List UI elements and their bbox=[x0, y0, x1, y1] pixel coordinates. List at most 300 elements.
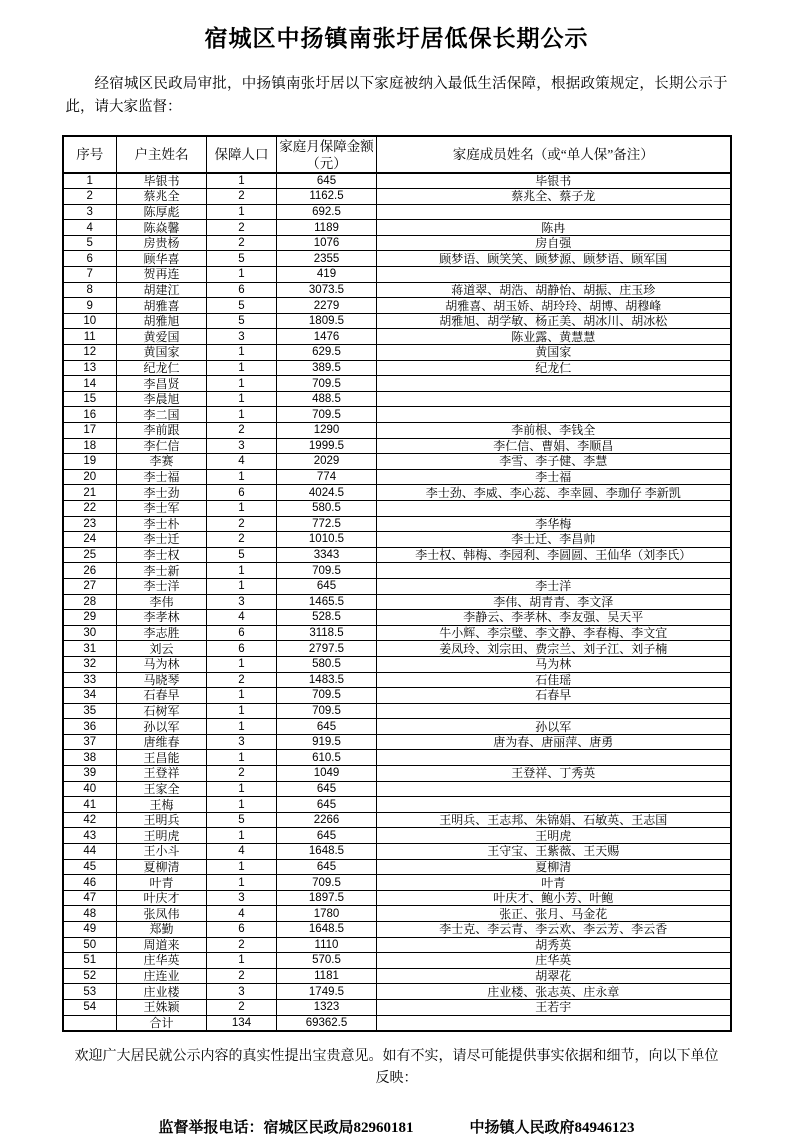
cell-members bbox=[377, 797, 731, 813]
cell-householder: 李士福 bbox=[117, 469, 207, 485]
cell-seq: 42 bbox=[63, 812, 117, 828]
cell-amount: 1999.5 bbox=[277, 438, 377, 454]
cell-amount: 1049 bbox=[277, 766, 377, 782]
cell-members: 李华梅 bbox=[377, 516, 731, 532]
cell-population: 5 bbox=[207, 313, 277, 329]
table-row bbox=[63, 313, 731, 329]
cell-householder: 李士迁 bbox=[117, 532, 207, 548]
cell-population: 1 bbox=[207, 407, 277, 423]
cell-seq: 14 bbox=[63, 376, 117, 392]
table-row bbox=[63, 968, 731, 984]
table-row bbox=[63, 298, 731, 314]
cell-seq: 32 bbox=[63, 656, 117, 672]
cell-population: 6 bbox=[207, 485, 277, 501]
table-row bbox=[63, 469, 731, 485]
cell-householder: 夏柳清 bbox=[117, 859, 207, 875]
cell-householder: 王姝颖 bbox=[117, 999, 207, 1015]
cell-seq: 48 bbox=[63, 906, 117, 922]
cell-amount: 645 bbox=[277, 781, 377, 797]
cell-amount: 709.5 bbox=[277, 407, 377, 423]
cell-members: 蔡兆全、蔡子龙 bbox=[377, 189, 731, 205]
benefit-table bbox=[62, 135, 732, 1032]
col-header-seq: 序号 bbox=[63, 136, 117, 173]
cell-population: 1 bbox=[207, 953, 277, 969]
cell-members: 石春早 bbox=[377, 688, 731, 704]
cell-householder: 黄国家 bbox=[117, 345, 207, 361]
cell-seq: 1 bbox=[63, 173, 117, 189]
cell-population: 1 bbox=[207, 360, 277, 376]
cell-members: 胡秀英 bbox=[377, 937, 731, 953]
cell-members bbox=[377, 267, 731, 283]
cell-seq: 41 bbox=[63, 797, 117, 813]
cell-householder: 毕银书 bbox=[117, 173, 207, 189]
cell-seq: 30 bbox=[63, 625, 117, 641]
table-row bbox=[63, 750, 731, 766]
cell-seq: 39 bbox=[63, 766, 117, 782]
cell-members: 李伟、胡青青、李文泽 bbox=[377, 594, 731, 610]
cell-members: 石佳瑶 bbox=[377, 672, 731, 688]
cell-householder: 庄业楼 bbox=[117, 984, 207, 1000]
cell-seq: 29 bbox=[63, 610, 117, 626]
announcement-page bbox=[0, 20, 793, 1142]
table-row bbox=[63, 937, 731, 953]
cell-amount: 1476 bbox=[277, 329, 377, 345]
cell-members bbox=[377, 563, 731, 579]
cell-seq: 45 bbox=[63, 859, 117, 875]
cell-amount: 580.5 bbox=[277, 500, 377, 516]
cell-population: 4 bbox=[207, 906, 277, 922]
cell-seq: 21 bbox=[63, 485, 117, 501]
cell-householder: 蔡兆全 bbox=[117, 189, 207, 205]
cell-householder: 王小斗 bbox=[117, 844, 207, 860]
cell-amount: 1162.5 bbox=[277, 189, 377, 205]
cell-members: 张正、张月、马金花 bbox=[377, 906, 731, 922]
cell-amount: 645 bbox=[277, 719, 377, 735]
cell-seq: 13 bbox=[63, 360, 117, 376]
cell-members: 李士迁、李昌帅 bbox=[377, 532, 731, 548]
cell-population: 1 bbox=[207, 719, 277, 735]
cell-population: 2 bbox=[207, 672, 277, 688]
cell-seq: 47 bbox=[63, 890, 117, 906]
cell-seq: 37 bbox=[63, 734, 117, 750]
table-row bbox=[63, 812, 731, 828]
cell-amount: 1290 bbox=[277, 423, 377, 439]
cell-amount: 1010.5 bbox=[277, 532, 377, 548]
cell-members: 王明虎 bbox=[377, 828, 731, 844]
cell-population: 1 bbox=[207, 469, 277, 485]
cell-amount: 709.5 bbox=[277, 703, 377, 719]
cell-members: 李雪、李子健、李慧 bbox=[377, 454, 731, 470]
table-row bbox=[63, 594, 731, 610]
table-row bbox=[63, 282, 731, 298]
cell-members: 蒋道翠、胡浩、胡静怡、胡振、庄玉珍 bbox=[377, 282, 731, 298]
cell-householder: 唐维春 bbox=[117, 734, 207, 750]
cell-amount: 1648.5 bbox=[277, 922, 377, 938]
cell-population: 1 bbox=[207, 173, 277, 189]
cell-members: 李士权、韩梅、李园利、李圆圆、王仙华（刘李氏） bbox=[377, 547, 731, 563]
cell-members: 房自强 bbox=[377, 235, 731, 251]
cell-population: 3 bbox=[207, 594, 277, 610]
cell-seq: 51 bbox=[63, 953, 117, 969]
cell-population: 2 bbox=[207, 423, 277, 439]
cell-members: 姜凤玲、刘宗田、费宗兰、刘子江、刘子楠 bbox=[377, 641, 731, 657]
cell-amount: 645 bbox=[277, 859, 377, 875]
table-row bbox=[63, 890, 731, 906]
table-row bbox=[63, 438, 731, 454]
cell-population: 3 bbox=[207, 734, 277, 750]
cell-members bbox=[377, 376, 731, 392]
cell-householder: 李士朴 bbox=[117, 516, 207, 532]
cell-seq: 52 bbox=[63, 968, 117, 984]
cell-householder: 纪龙仁 bbox=[117, 360, 207, 376]
table-row bbox=[63, 235, 731, 251]
cell-seq: 24 bbox=[63, 532, 117, 548]
col-header-amount: 家庭月保障金额（元） bbox=[277, 136, 377, 173]
page-title: 宿城区中扬镇南张圩居低保长期公示 bbox=[204, 25, 589, 51]
cell-seq: 20 bbox=[63, 469, 117, 485]
cell-amount: 419 bbox=[277, 267, 377, 283]
cell-amount: 1189 bbox=[277, 220, 377, 236]
cell-members: 王守宝、王紫薇、王天赐 bbox=[377, 844, 731, 860]
cell-members: 李前根、李钱全 bbox=[377, 423, 731, 439]
cell-amount: 2355 bbox=[277, 251, 377, 267]
cell-seq: 7 bbox=[63, 267, 117, 283]
cell-population: 1 bbox=[207, 688, 277, 704]
cell-amount: 629.5 bbox=[277, 345, 377, 361]
cell-population: 2 bbox=[207, 516, 277, 532]
cell-population: 1 bbox=[207, 391, 277, 407]
cell-amount: 645 bbox=[277, 797, 377, 813]
cell-population: 6 bbox=[207, 282, 277, 298]
cell-householder: 李志胜 bbox=[117, 625, 207, 641]
cell-population: 1 bbox=[207, 345, 277, 361]
table-row bbox=[63, 922, 731, 938]
cell-householder: 庄华英 bbox=[117, 953, 207, 969]
cell-householder: 李士军 bbox=[117, 500, 207, 516]
cell-seq: 22 bbox=[63, 500, 117, 516]
table-row bbox=[63, 999, 731, 1015]
cell-amount: 919.5 bbox=[277, 734, 377, 750]
cell-seq: 49 bbox=[63, 922, 117, 938]
cell-seq: 43 bbox=[63, 828, 117, 844]
cell-seq: 17 bbox=[63, 423, 117, 439]
cell-amount: 570.5 bbox=[277, 953, 377, 969]
cell-seq: 54 bbox=[63, 999, 117, 1015]
hotline-line bbox=[0, 1116, 793, 1137]
footer-note: 欢迎广大居民就公示内容的真实性提出宝贵意见。如有不实，请尽可能提供事实依据和细节，向以下单位反映： bbox=[74, 1048, 719, 1086]
cell-amount: 1897.5 bbox=[277, 890, 377, 906]
cell-members bbox=[377, 1015, 731, 1031]
table-row bbox=[63, 329, 731, 345]
cell-seq bbox=[63, 1015, 117, 1031]
cell-amount: 645 bbox=[277, 173, 377, 189]
cell-seq: 26 bbox=[63, 563, 117, 579]
table-row bbox=[63, 672, 731, 688]
cell-amount: 709.5 bbox=[277, 688, 377, 704]
table-row bbox=[63, 703, 731, 719]
cell-population: 2 bbox=[207, 766, 277, 782]
cell-members: 黄国家 bbox=[377, 345, 731, 361]
cell-householder: 李赛 bbox=[117, 454, 207, 470]
cell-population: 1 bbox=[207, 656, 277, 672]
cell-amount: 69362.5 bbox=[277, 1015, 377, 1031]
cell-members: 孙以军 bbox=[377, 719, 731, 735]
cell-members: 王若宇 bbox=[377, 999, 731, 1015]
cell-population: 2 bbox=[207, 532, 277, 548]
cell-householder: 孙以军 bbox=[117, 719, 207, 735]
cell-members: 李士劲、李威、李心蕊、李幸圆、李珈仔 李新凯 bbox=[377, 485, 731, 501]
cell-population: 134 bbox=[207, 1015, 277, 1031]
col-header-population: 保障人口 bbox=[207, 136, 277, 173]
cell-seq: 33 bbox=[63, 672, 117, 688]
cell-householder: 刘云 bbox=[117, 641, 207, 657]
cell-population: 4 bbox=[207, 610, 277, 626]
cell-members bbox=[377, 703, 731, 719]
cell-population: 1 bbox=[207, 500, 277, 516]
cell-population: 5 bbox=[207, 251, 277, 267]
cell-population: 4 bbox=[207, 454, 277, 470]
table-row bbox=[63, 859, 731, 875]
cell-householder: 叶青 bbox=[117, 875, 207, 891]
hotline-unit-2: 中扬镇人民政府84946123 bbox=[469, 1119, 635, 1136]
cell-population: 3 bbox=[207, 329, 277, 345]
cell-amount: 1780 bbox=[277, 906, 377, 922]
cell-population: 1 bbox=[207, 828, 277, 844]
cell-members: 李士福 bbox=[377, 469, 731, 485]
cell-members: 王明兵、王志邦、朱锦娟、石敏英、王志国 bbox=[377, 812, 731, 828]
cell-seq: 40 bbox=[63, 781, 117, 797]
cell-householder: 李前跟 bbox=[117, 423, 207, 439]
cell-householder: 胡建江 bbox=[117, 282, 207, 298]
cell-householder: 庄连业 bbox=[117, 968, 207, 984]
cell-members: 马为林 bbox=[377, 656, 731, 672]
cell-amount: 1648.5 bbox=[277, 844, 377, 860]
cell-members bbox=[377, 781, 731, 797]
cell-householder: 叶庆才 bbox=[117, 890, 207, 906]
table-row bbox=[63, 173, 731, 189]
cell-amount: 692.5 bbox=[277, 204, 377, 220]
cell-amount: 774 bbox=[277, 469, 377, 485]
cell-population: 1 bbox=[207, 376, 277, 392]
cell-householder: 马晓琴 bbox=[117, 672, 207, 688]
table-row bbox=[63, 688, 731, 704]
cell-population: 5 bbox=[207, 298, 277, 314]
cell-amount: 645 bbox=[277, 828, 377, 844]
cell-amount: 2279 bbox=[277, 298, 377, 314]
table-row bbox=[63, 656, 731, 672]
cell-members: 庄华英 bbox=[377, 953, 731, 969]
table-row bbox=[63, 500, 731, 516]
cell-members: 胡雅旭、胡学敏、杨正美、胡冰川、胡冰松 bbox=[377, 313, 731, 329]
cell-population: 2 bbox=[207, 968, 277, 984]
cell-seq: 16 bbox=[63, 407, 117, 423]
cell-seq: 46 bbox=[63, 875, 117, 891]
cell-householder: 王明虎 bbox=[117, 828, 207, 844]
cell-seq: 34 bbox=[63, 688, 117, 704]
table-body bbox=[63, 173, 731, 1031]
cell-population: 5 bbox=[207, 812, 277, 828]
table-row bbox=[63, 267, 731, 283]
cell-seq: 35 bbox=[63, 703, 117, 719]
table-row bbox=[63, 984, 731, 1000]
cell-members: 唐为春、唐丽萍、唐勇 bbox=[377, 734, 731, 750]
cell-amount: 3343 bbox=[277, 547, 377, 563]
table-row bbox=[63, 844, 731, 860]
cell-members: 陈业露、黄慧慧 bbox=[377, 329, 731, 345]
table-row bbox=[63, 734, 731, 750]
cell-seq: 8 bbox=[63, 282, 117, 298]
cell-householder: 李士新 bbox=[117, 563, 207, 579]
cell-members: 胡翠花 bbox=[377, 968, 731, 984]
cell-amount: 389.5 bbox=[277, 360, 377, 376]
table-row bbox=[63, 766, 731, 782]
cell-householder: 陈厚彪 bbox=[117, 204, 207, 220]
cell-seq: 50 bbox=[63, 937, 117, 953]
table-row bbox=[63, 578, 731, 594]
cell-householder: 李士洋 bbox=[117, 578, 207, 594]
cell-seq: 3 bbox=[63, 204, 117, 220]
table-row bbox=[63, 407, 731, 423]
cell-members: 胡雅喜、胡玉娇、胡玲玲、胡博、胡穆峰 bbox=[377, 298, 731, 314]
cell-seq: 38 bbox=[63, 750, 117, 766]
cell-seq: 10 bbox=[63, 313, 117, 329]
total-row bbox=[63, 1015, 731, 1031]
cell-members bbox=[377, 391, 731, 407]
table-row bbox=[63, 781, 731, 797]
table-row bbox=[63, 610, 731, 626]
cell-seq: 53 bbox=[63, 984, 117, 1000]
cell-members: 李士克、李云青、李云欢、李云芳、李云香 bbox=[377, 922, 731, 938]
cell-members: 李士洋 bbox=[377, 578, 731, 594]
cell-householder: 李孝林 bbox=[117, 610, 207, 626]
cell-seq: 12 bbox=[63, 345, 117, 361]
table-row bbox=[63, 376, 731, 392]
cell-population: 1 bbox=[207, 267, 277, 283]
table-row bbox=[63, 454, 731, 470]
cell-population: 6 bbox=[207, 922, 277, 938]
cell-householder: 李晨旭 bbox=[117, 391, 207, 407]
cell-members: 陈冉 bbox=[377, 220, 731, 236]
cell-seq: 28 bbox=[63, 594, 117, 610]
cell-population: 1 bbox=[207, 703, 277, 719]
cell-population: 3 bbox=[207, 438, 277, 454]
col-header-householder: 户主姓名 bbox=[117, 136, 207, 173]
cell-members: 顾梦语、顾笑笑、顾梦源、顾梦语、顾军国 bbox=[377, 251, 731, 267]
cell-population: 4 bbox=[207, 844, 277, 860]
cell-amount: 645 bbox=[277, 578, 377, 594]
cell-householder: 王登祥 bbox=[117, 766, 207, 782]
cell-members bbox=[377, 750, 731, 766]
table-row bbox=[63, 563, 731, 579]
cell-population: 3 bbox=[207, 984, 277, 1000]
cell-members: 叶庆才、鲍小芳、叶鲍 bbox=[377, 890, 731, 906]
cell-amount: 1465.5 bbox=[277, 594, 377, 610]
table-row bbox=[63, 204, 731, 220]
cell-members: 王登祥、丁秀英 bbox=[377, 766, 731, 782]
table-row bbox=[63, 625, 731, 641]
cell-population: 1 bbox=[207, 204, 277, 220]
cell-population: 3 bbox=[207, 890, 277, 906]
table-row bbox=[63, 251, 731, 267]
cell-population: 6 bbox=[207, 641, 277, 657]
table-row bbox=[63, 516, 731, 532]
intro-paragraph: 经宿城区民政局审批，中扬镇南张圩居以下家庭被纳入最低生活保障，根据政策规定，长期公示于此，请大家监督： bbox=[65, 76, 728, 115]
table-header-row bbox=[63, 136, 731, 173]
hotline-label: 监督举报电话： bbox=[158, 1119, 264, 1136]
cell-members: 李仁信、曹娟、李顺昌 bbox=[377, 438, 731, 454]
cell-householder: 房贵杨 bbox=[117, 235, 207, 251]
table-row bbox=[63, 953, 731, 969]
cell-population: 6 bbox=[207, 625, 277, 641]
table-row bbox=[63, 360, 731, 376]
table-row bbox=[63, 875, 731, 891]
cell-members: 叶青 bbox=[377, 875, 731, 891]
cell-population: 1 bbox=[207, 563, 277, 579]
cell-householder: 李士劲 bbox=[117, 485, 207, 501]
cell-population: 5 bbox=[207, 547, 277, 563]
cell-members bbox=[377, 407, 731, 423]
cell-householder: 石春早 bbox=[117, 688, 207, 704]
cell-amount: 1323 bbox=[277, 999, 377, 1015]
table-row bbox=[63, 220, 731, 236]
cell-householder: 石树军 bbox=[117, 703, 207, 719]
cell-householder: 马为林 bbox=[117, 656, 207, 672]
table-row bbox=[63, 547, 731, 563]
cell-population: 2 bbox=[207, 235, 277, 251]
cell-householder: 王明兵 bbox=[117, 812, 207, 828]
cell-householder: 王昌能 bbox=[117, 750, 207, 766]
cell-population: 1 bbox=[207, 578, 277, 594]
cell-amount: 709.5 bbox=[277, 875, 377, 891]
cell-amount: 1110 bbox=[277, 937, 377, 953]
cell-members: 牛小辉、李宗璧、李文静、李春梅、李文宜 bbox=[377, 625, 731, 641]
cell-members bbox=[377, 204, 731, 220]
cell-population: 1 bbox=[207, 875, 277, 891]
cell-amount: 1483.5 bbox=[277, 672, 377, 688]
cell-householder: 王家全 bbox=[117, 781, 207, 797]
table-row bbox=[63, 391, 731, 407]
cell-seq: 23 bbox=[63, 516, 117, 532]
cell-householder: 胡雅旭 bbox=[117, 313, 207, 329]
cell-amount: 1749.5 bbox=[277, 984, 377, 1000]
cell-amount: 1076 bbox=[277, 235, 377, 251]
cell-members: 李静云、李孝林、李友强、吴天平 bbox=[377, 610, 731, 626]
cell-seq: 11 bbox=[63, 329, 117, 345]
cell-population: 1 bbox=[207, 750, 277, 766]
table-row bbox=[63, 345, 731, 361]
cell-amount: 772.5 bbox=[277, 516, 377, 532]
cell-seq: 19 bbox=[63, 454, 117, 470]
cell-seq: 9 bbox=[63, 298, 117, 314]
cell-amount: 1809.5 bbox=[277, 313, 377, 329]
cell-householder: 李仁信 bbox=[117, 438, 207, 454]
cell-householder: 胡雅喜 bbox=[117, 298, 207, 314]
cell-population: 1 bbox=[207, 781, 277, 797]
cell-householder: 李士权 bbox=[117, 547, 207, 563]
cell-amount: 2029 bbox=[277, 454, 377, 470]
cell-seq: 44 bbox=[63, 844, 117, 860]
table-row bbox=[63, 797, 731, 813]
cell-members: 毕银书 bbox=[377, 173, 731, 189]
cell-seq: 6 bbox=[63, 251, 117, 267]
table-row bbox=[63, 828, 731, 844]
table-row bbox=[63, 719, 731, 735]
cell-amount: 580.5 bbox=[277, 656, 377, 672]
cell-members: 纪龙仁 bbox=[377, 360, 731, 376]
table-row bbox=[63, 423, 731, 439]
cell-amount: 2797.5 bbox=[277, 641, 377, 657]
cell-amount: 528.5 bbox=[277, 610, 377, 626]
